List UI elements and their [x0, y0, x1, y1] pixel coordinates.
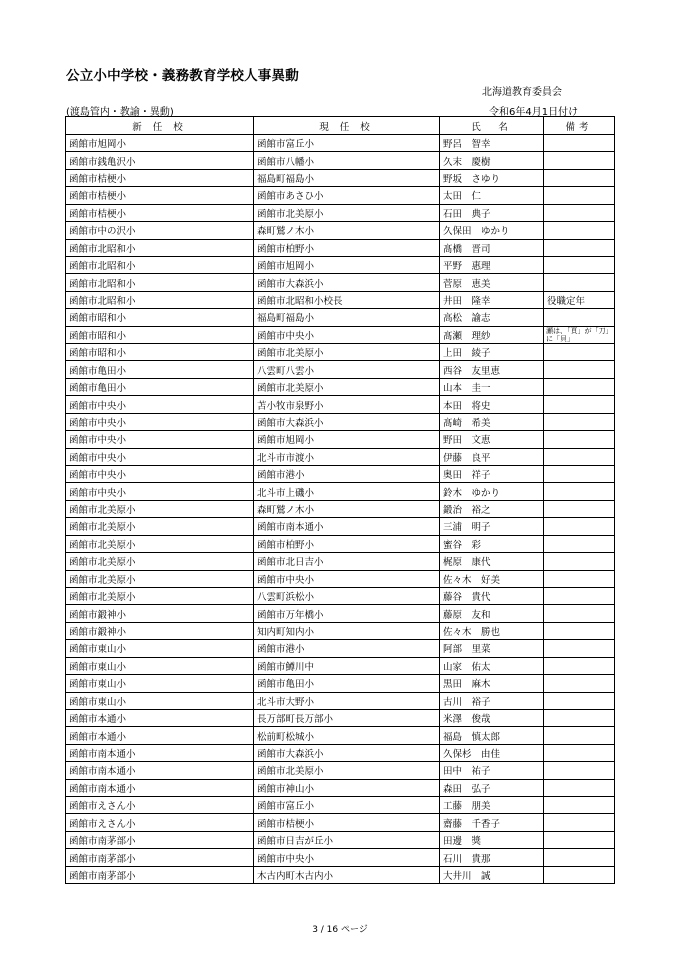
table-row — [66, 622, 615, 639]
name-cell: 上田 綾子 — [440, 344, 544, 361]
name-cell: 井田 隆幸 — [440, 291, 544, 308]
new-school-cell: 函館市桔梗小 — [66, 204, 254, 221]
table-row — [66, 326, 615, 343]
name-cell: 工藤 朋美 — [440, 797, 544, 814]
table-row — [66, 378, 615, 395]
current-school-cell: 函館市北美原小 — [254, 344, 440, 361]
remarks-cell: 瀬は、「頁」が「刀」に「貝」 — [544, 326, 615, 343]
remarks-cell — [544, 239, 615, 256]
remarks-cell — [544, 640, 615, 657]
remarks-cell — [544, 413, 615, 430]
new-school-cell: 函館市中央小 — [66, 431, 254, 448]
table-row — [66, 448, 615, 465]
table-row — [66, 466, 615, 483]
table-row — [66, 640, 615, 657]
remarks-cell — [544, 187, 615, 204]
name-cell: 西谷 友里恵 — [440, 361, 544, 378]
remarks-cell — [544, 483, 615, 500]
current-school-cell: 函館市桔梗小 — [254, 814, 440, 831]
current-school-cell: 木古内町木古内小 — [254, 866, 440, 883]
table-header-row — [66, 117, 615, 135]
new-school-cell: 函館市中央小 — [66, 448, 254, 465]
new-school-cell: 函館市昭和小 — [66, 344, 254, 361]
table-row — [66, 675, 615, 692]
current-school-cell: 森町鷲ノ木小 — [254, 500, 440, 517]
new-school-cell: 函館市南茅部小 — [66, 831, 254, 848]
name-cell: 太田 仁 — [440, 187, 544, 204]
current-school-cell: 八雲町八雲小 — [254, 361, 440, 378]
name-cell: 森田 弘子 — [440, 779, 544, 796]
table-row — [66, 135, 615, 152]
document-subtitle: (渡島管内・教諭・異動) — [66, 107, 174, 118]
new-school-cell: 函館市えさん小 — [66, 814, 254, 831]
new-school-cell: 函館市北美原小 — [66, 500, 254, 517]
table-row — [66, 814, 615, 831]
remarks-cell — [544, 622, 615, 639]
current-school-cell: 函館市北昭和小校長 — [254, 291, 440, 308]
name-cell: 黒田 麻木 — [440, 675, 544, 692]
new-school-cell: 函館市南茅部小 — [66, 849, 254, 866]
name-cell: 伊藤 良平 — [440, 448, 544, 465]
name-cell: 野田 文恵 — [440, 431, 544, 448]
table-row — [66, 797, 615, 814]
header-current-school: 現 任 校 — [254, 117, 440, 135]
new-school-cell: 函館市昭和小 — [66, 326, 254, 343]
remarks-cell — [544, 256, 615, 273]
effective-date: 令和6年4月1日付け — [489, 107, 579, 118]
remarks-cell — [544, 605, 615, 622]
remarks-cell — [544, 779, 615, 796]
new-school-cell: 函館市桔梗小 — [66, 169, 254, 186]
remarks-cell — [544, 152, 615, 169]
new-school-cell: 函館市中央小 — [66, 466, 254, 483]
current-school-cell: 函館市北美原小 — [254, 762, 440, 779]
remarks-cell — [544, 797, 615, 814]
current-school-cell: 函館市中央小 — [254, 849, 440, 866]
remarks-cell — [544, 762, 615, 779]
table-row — [66, 413, 615, 430]
personnel-table — [65, 116, 615, 884]
new-school-cell: 函館市東山小 — [66, 692, 254, 709]
remarks-cell — [544, 553, 615, 570]
name-cell: 山本 圭一 — [440, 378, 544, 395]
new-school-cell: 函館市北美原小 — [66, 518, 254, 535]
remarks-cell — [544, 518, 615, 535]
new-school-cell: 函館市亀田小 — [66, 361, 254, 378]
remarks-cell — [544, 587, 615, 604]
current-school-cell: 函館市富丘小 — [254, 135, 440, 152]
current-school-cell: 函館市旭岡小 — [254, 431, 440, 448]
new-school-cell: 函館市中央小 — [66, 483, 254, 500]
name-cell: 齋藤 千香子 — [440, 814, 544, 831]
current-school-cell: 函館市柏野小 — [254, 535, 440, 552]
new-school-cell: 函館市北昭和小 — [66, 239, 254, 256]
new-school-cell: 函館市南茅部小 — [66, 866, 254, 883]
current-school-cell: 北斗市市渡小 — [254, 448, 440, 465]
current-school-cell: 八雲町浜松小 — [254, 587, 440, 604]
table-body — [66, 135, 615, 884]
current-school-cell: 福島町福島小 — [254, 169, 440, 186]
current-school-cell: 北斗市大野小 — [254, 692, 440, 709]
name-cell: 髙崎 希美 — [440, 413, 544, 430]
table-row — [66, 483, 615, 500]
remarks-cell — [544, 135, 615, 152]
current-school-cell: 函館市富丘小 — [254, 797, 440, 814]
current-school-cell: 函館市あさひ小 — [254, 187, 440, 204]
name-cell: 久保田 ゆかり — [440, 222, 544, 239]
name-cell: 鈴木 ゆかり — [440, 483, 544, 500]
new-school-cell: 函館市桔梗小 — [66, 187, 254, 204]
current-school-cell: 函館市亀田小 — [254, 675, 440, 692]
table-row — [66, 291, 615, 308]
table-row — [66, 169, 615, 186]
table-row — [66, 762, 615, 779]
table-row — [66, 187, 615, 204]
table-row — [66, 692, 615, 709]
remarks-cell — [544, 657, 615, 674]
current-school-cell: 森町鷲ノ木小 — [254, 222, 440, 239]
name-cell: 本田 将史 — [440, 396, 544, 413]
remarks-cell — [544, 274, 615, 291]
current-school-cell: 函館市神山小 — [254, 779, 440, 796]
table-row — [66, 518, 615, 535]
name-cell: 田中 祐子 — [440, 762, 544, 779]
table-row — [66, 849, 615, 866]
remarks-cell — [544, 744, 615, 761]
current-school-cell: 北斗市上磯小 — [254, 483, 440, 500]
new-school-cell: 函館市本通小 — [66, 709, 254, 726]
current-school-cell: 函館市旭岡小 — [254, 256, 440, 273]
table-row — [66, 605, 615, 622]
page-number: 3 / 16 ページ — [312, 925, 368, 935]
header-new-school: 新 任 校 — [66, 117, 254, 135]
current-school-cell: 函館市中央小 — [254, 326, 440, 343]
new-school-cell: 函館市中央小 — [66, 396, 254, 413]
table-row — [66, 344, 615, 361]
remarks-cell — [544, 344, 615, 361]
remarks-cell — [544, 378, 615, 395]
new-school-cell: 函館市東山小 — [66, 657, 254, 674]
table-row — [66, 553, 615, 570]
name-cell: 阿部 里菜 — [440, 640, 544, 657]
document-title: 公立小中学校・義務教育学校人事異動 — [66, 68, 299, 84]
current-school-cell: 松前町松城小 — [254, 727, 440, 744]
remarks-cell — [544, 204, 615, 221]
remarks-cell — [544, 448, 615, 465]
name-cell: 野坂 さゆり — [440, 169, 544, 186]
table-row — [66, 709, 615, 726]
name-cell: 田邊 獎 — [440, 831, 544, 848]
remarks-cell — [544, 535, 615, 552]
new-school-cell: 函館市昭和小 — [66, 309, 254, 326]
name-cell: 山家 佑太 — [440, 657, 544, 674]
table-row — [66, 152, 615, 169]
table-row — [66, 727, 615, 744]
name-cell: 奥田 祥子 — [440, 466, 544, 483]
new-school-cell: 函館市北昭和小 — [66, 256, 254, 273]
new-school-cell: 函館市中央小 — [66, 413, 254, 430]
name-cell: 福島 慎太郎 — [440, 727, 544, 744]
new-school-cell: 函館市鍛神小 — [66, 605, 254, 622]
remarks-cell — [544, 709, 615, 726]
remarks-cell — [544, 222, 615, 239]
current-school-cell: 函館市港小 — [254, 466, 440, 483]
table-row — [66, 587, 615, 604]
current-school-cell: 函館市大森浜小 — [254, 274, 440, 291]
table-row — [66, 396, 615, 413]
name-cell: 蜜谷 彩 — [440, 535, 544, 552]
remarks-cell — [544, 727, 615, 744]
table-row — [66, 361, 615, 378]
new-school-cell: 函館市南本通小 — [66, 779, 254, 796]
current-school-cell: 函館市柏野小 — [254, 239, 440, 256]
name-cell: 藤原 友和 — [440, 605, 544, 622]
current-school-cell: 函館市北美原小 — [254, 378, 440, 395]
new-school-cell: 函館市北美原小 — [66, 553, 254, 570]
new-school-cell: 函館市本通小 — [66, 727, 254, 744]
current-school-cell: 函館市八幡小 — [254, 152, 440, 169]
name-cell: 髙橋 晋司 — [440, 239, 544, 256]
new-school-cell: 函館市東山小 — [66, 640, 254, 657]
new-school-cell: 函館市北昭和小 — [66, 274, 254, 291]
remarks-cell — [544, 692, 615, 709]
remarks-cell — [544, 169, 615, 186]
remarks-cell: 役職定年 — [544, 291, 615, 308]
header-name: 氏 名 — [440, 117, 544, 135]
table-row — [66, 500, 615, 517]
remarks-cell — [544, 361, 615, 378]
name-cell: 石川 貴那 — [440, 849, 544, 866]
current-school-cell: 函館市鱒川中 — [254, 657, 440, 674]
new-school-cell: 函館市亀田小 — [66, 378, 254, 395]
new-school-cell: 函館市えさん小 — [66, 797, 254, 814]
table-row — [66, 570, 615, 587]
table-row — [66, 831, 615, 848]
name-cell: 古川 裕子 — [440, 692, 544, 709]
new-school-cell: 函館市鍛神小 — [66, 622, 254, 639]
name-cell: 石田 典子 — [440, 204, 544, 221]
remarks-cell — [544, 866, 615, 883]
remarks-cell — [544, 431, 615, 448]
current-school-cell: 苫小牧市泉野小 — [254, 396, 440, 413]
name-cell: 髙瀬 理紗 — [440, 326, 544, 343]
table-row — [66, 274, 615, 291]
table-row — [66, 309, 615, 326]
current-school-cell: 函館市万年橋小 — [254, 605, 440, 622]
remarks-cell — [544, 309, 615, 326]
current-school-cell: 福島町福島小 — [254, 309, 440, 326]
new-school-cell: 函館市中の沢小 — [66, 222, 254, 239]
new-school-cell: 函館市銭亀沢小 — [66, 152, 254, 169]
new-school-cell: 函館市南本通小 — [66, 762, 254, 779]
current-school-cell: 函館市中央小 — [254, 570, 440, 587]
header-remarks: 備考 — [544, 117, 615, 135]
current-school-cell: 長万部町長万部小 — [254, 709, 440, 726]
new-school-cell: 函館市北美原小 — [66, 570, 254, 587]
table-row — [66, 535, 615, 552]
name-cell: 久保杉 由佳 — [440, 744, 544, 761]
new-school-cell: 函館市北昭和小 — [66, 291, 254, 308]
current-school-cell: 函館市北日吉小 — [254, 553, 440, 570]
current-school-cell: 函館市大森浜小 — [254, 744, 440, 761]
remarks-cell — [544, 466, 615, 483]
table-row — [66, 222, 615, 239]
name-cell: 藤谷 貴代 — [440, 587, 544, 604]
name-cell: 菅原 恵美 — [440, 274, 544, 291]
table-row — [66, 657, 615, 674]
current-school-cell: 函館市日吉が丘小 — [254, 831, 440, 848]
new-school-cell: 函館市北美原小 — [66, 587, 254, 604]
current-school-cell: 函館市港小 — [254, 640, 440, 657]
name-cell: 米澤 俊哉 — [440, 709, 544, 726]
current-school-cell: 函館市大森浜小 — [254, 413, 440, 430]
table-row — [66, 866, 615, 883]
table-row — [66, 204, 615, 221]
table-row — [66, 239, 615, 256]
name-cell: 高松 諭志 — [440, 309, 544, 326]
current-school-cell: 函館市南本通小 — [254, 518, 440, 535]
new-school-cell: 函館市旭岡小 — [66, 135, 254, 152]
table-row — [66, 431, 615, 448]
name-cell: 大井川 誠 — [440, 866, 544, 883]
remarks-cell — [544, 675, 615, 692]
new-school-cell: 函館市北美原小 — [66, 535, 254, 552]
table-row — [66, 779, 615, 796]
new-school-cell: 函館市東山小 — [66, 675, 254, 692]
new-school-cell: 函館市南本通小 — [66, 744, 254, 761]
name-cell: 鍛治 裕之 — [440, 500, 544, 517]
name-cell: 佐々木 好美 — [440, 570, 544, 587]
current-school-cell: 知内町知内小 — [254, 622, 440, 639]
current-school-cell: 函館市北美原小 — [254, 204, 440, 221]
remarks-cell — [544, 396, 615, 413]
remarks-cell — [544, 849, 615, 866]
remarks-cell — [544, 500, 615, 517]
name-cell: 平野 惠理 — [440, 256, 544, 273]
remarks-cell — [544, 570, 615, 587]
name-cell: 梶原 康代 — [440, 553, 544, 570]
organization-name: 北海道教育委員会 — [482, 87, 562, 98]
table-row — [66, 256, 615, 273]
name-cell: 久末 慶樹 — [440, 152, 544, 169]
remarks-cell — [544, 814, 615, 831]
name-cell: 佐々木 勝也 — [440, 622, 544, 639]
name-cell: 野呂 智幸 — [440, 135, 544, 152]
name-cell: 三浦 明子 — [440, 518, 544, 535]
remarks-cell — [544, 831, 615, 848]
table-row — [66, 744, 615, 761]
